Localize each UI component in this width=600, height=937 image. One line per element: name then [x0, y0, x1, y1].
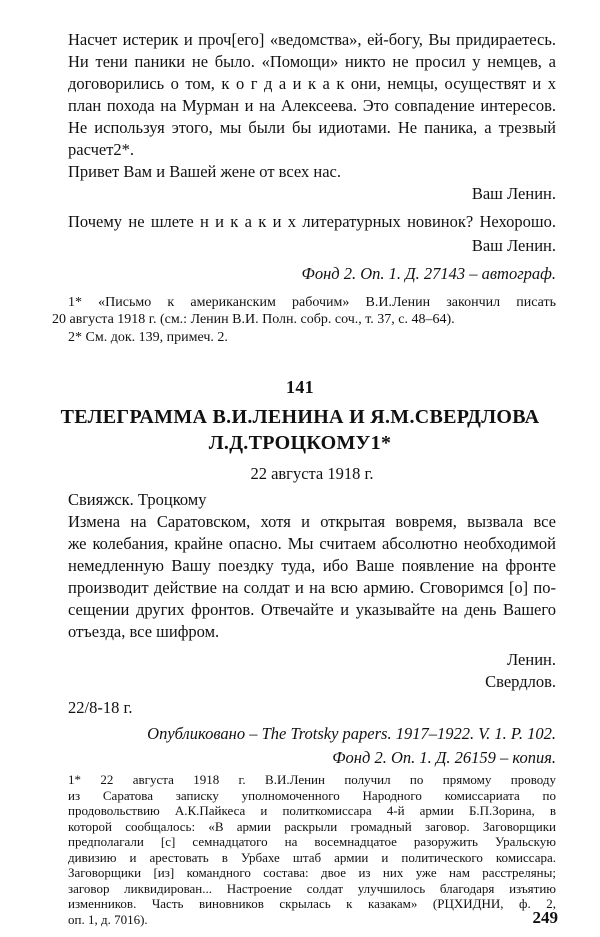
- archive-reference: Фонд 2. Оп. 1. Д. 26159 – копия.: [332, 748, 556, 767]
- telegram-line: же колебания, крайне опасно. Мы считаем абсолютно необходимой: [68, 534, 556, 553]
- telegram-line: отъезда, все шифром.: [68, 622, 220, 641]
- footnote-line: 2* См. док. 139, примеч. 2.: [68, 330, 228, 345]
- telegram-line: сещении других фронтов. Отвечайте и указывайте на день Вашего: [68, 600, 556, 619]
- addressee: Свияжск. Троцкому: [68, 490, 207, 509]
- footnote-line: которой сообщалось: «В армии раскрыли громадный заговор. Заговорщики: [68, 818, 556, 834]
- archive-reference: Фонд 2. Оп. 1. Д. 27143 – автограф.: [301, 264, 556, 283]
- letter-line: Не используя этого, мы были бы идиотами. Не паника, а трезвый: [68, 118, 556, 137]
- footnote-line: заговор ликвидирован... Настроение солдат улучшилось благодаря изъятию: [68, 880, 556, 896]
- letter-line: договорились о том, к о г д а и к а к они, немцы, осуществят и х: [68, 74, 556, 93]
- footnote-line: 1* «Письмо к американским рабочим» В.И.Ленин закончил писать: [68, 295, 556, 310]
- letter-line: Ни тени паники не было. «Помощи» никто не просил у немцев, а: [68, 52, 556, 71]
- letter-signature: Ваш Ленин.: [471, 184, 556, 203]
- letter-postscript: Почему не шлете н и к а к и х литературных новинок? Нехорошо.: [68, 212, 556, 231]
- footnote-line: оп. 1, д. 7016).: [68, 911, 148, 927]
- document-date: 22 августа 1918 г.: [250, 464, 374, 483]
- letter-greeting: Привет Вам и Вашей жене от всех нас.: [68, 162, 341, 181]
- footnote-line: продовольствию А.К.Пайкеса и политкомиссара 4-й армии Б.П.Зорина, в: [68, 803, 556, 818]
- telegram-line: производит действие на солдат и на всю армию. Сговоримся [о] по-: [68, 578, 556, 597]
- short-date: 22/8-18 г.: [68, 698, 133, 717]
- document-number: 141: [286, 377, 314, 397]
- letter-signature: Ваш Ленин.: [471, 236, 556, 255]
- letter-line: план похода на Мурман и на Алексеева. Это совпадение интересов.: [68, 96, 556, 115]
- telegram-line: Измена на Саратовском, хотя и открытая вовремя, вызвала все: [68, 512, 556, 531]
- footnote-line: предполагали [с] семнадцатого на восемнадцатое разоружить Уральскую: [68, 834, 556, 849]
- letter-line: Насчет истерик и проч[его] «ведомства», ей-богу, Вы придираетесь.: [68, 30, 556, 49]
- footnote-line: дивизию и арестовать в Урбахе штаб армии и политического комиссара.: [68, 849, 556, 865]
- footnote-line: изменников. Часть виновников скрылась к казакам» (РЦХИДНИ, ф. 2,: [68, 896, 556, 911]
- footnote-line: 1* 22 августа 1918 г. В.И.Ленин получил по прямому проводу: [68, 772, 556, 787]
- document-title: ТЕЛЕГРАММА В.И.ЛЕНИНА И Я.М.СВЕРДЛОВА: [60, 406, 540, 428]
- footnote-line: из Саратова записку уполномоченного Народного комиссариата по: [68, 787, 556, 803]
- footnote-line: 20 августа 1918 г. (см.: Ленин В.И. Полн. собр. соч., т. 37, с. 48–64).: [52, 312, 455, 327]
- signer: Свердлов.: [485, 672, 556, 691]
- signer: Ленин.: [506, 650, 556, 669]
- letter-line: расчет2*.: [68, 140, 135, 159]
- page-number: 249: [532, 908, 558, 927]
- document-title: Л.Д.ТРОЦКОМУ1*: [208, 432, 392, 454]
- publication-reference: Опубликовано – The Trotsky papers. 1917–1922. V. 1. P. 102.: [147, 724, 556, 743]
- telegram-line: немедленную Вашу поездку туда, ибо Ваше появление на фронте: [68, 556, 556, 575]
- footnote-line: Заговорщики [из] командного состава: двое из них уже нам расстреляны;: [68, 865, 556, 880]
